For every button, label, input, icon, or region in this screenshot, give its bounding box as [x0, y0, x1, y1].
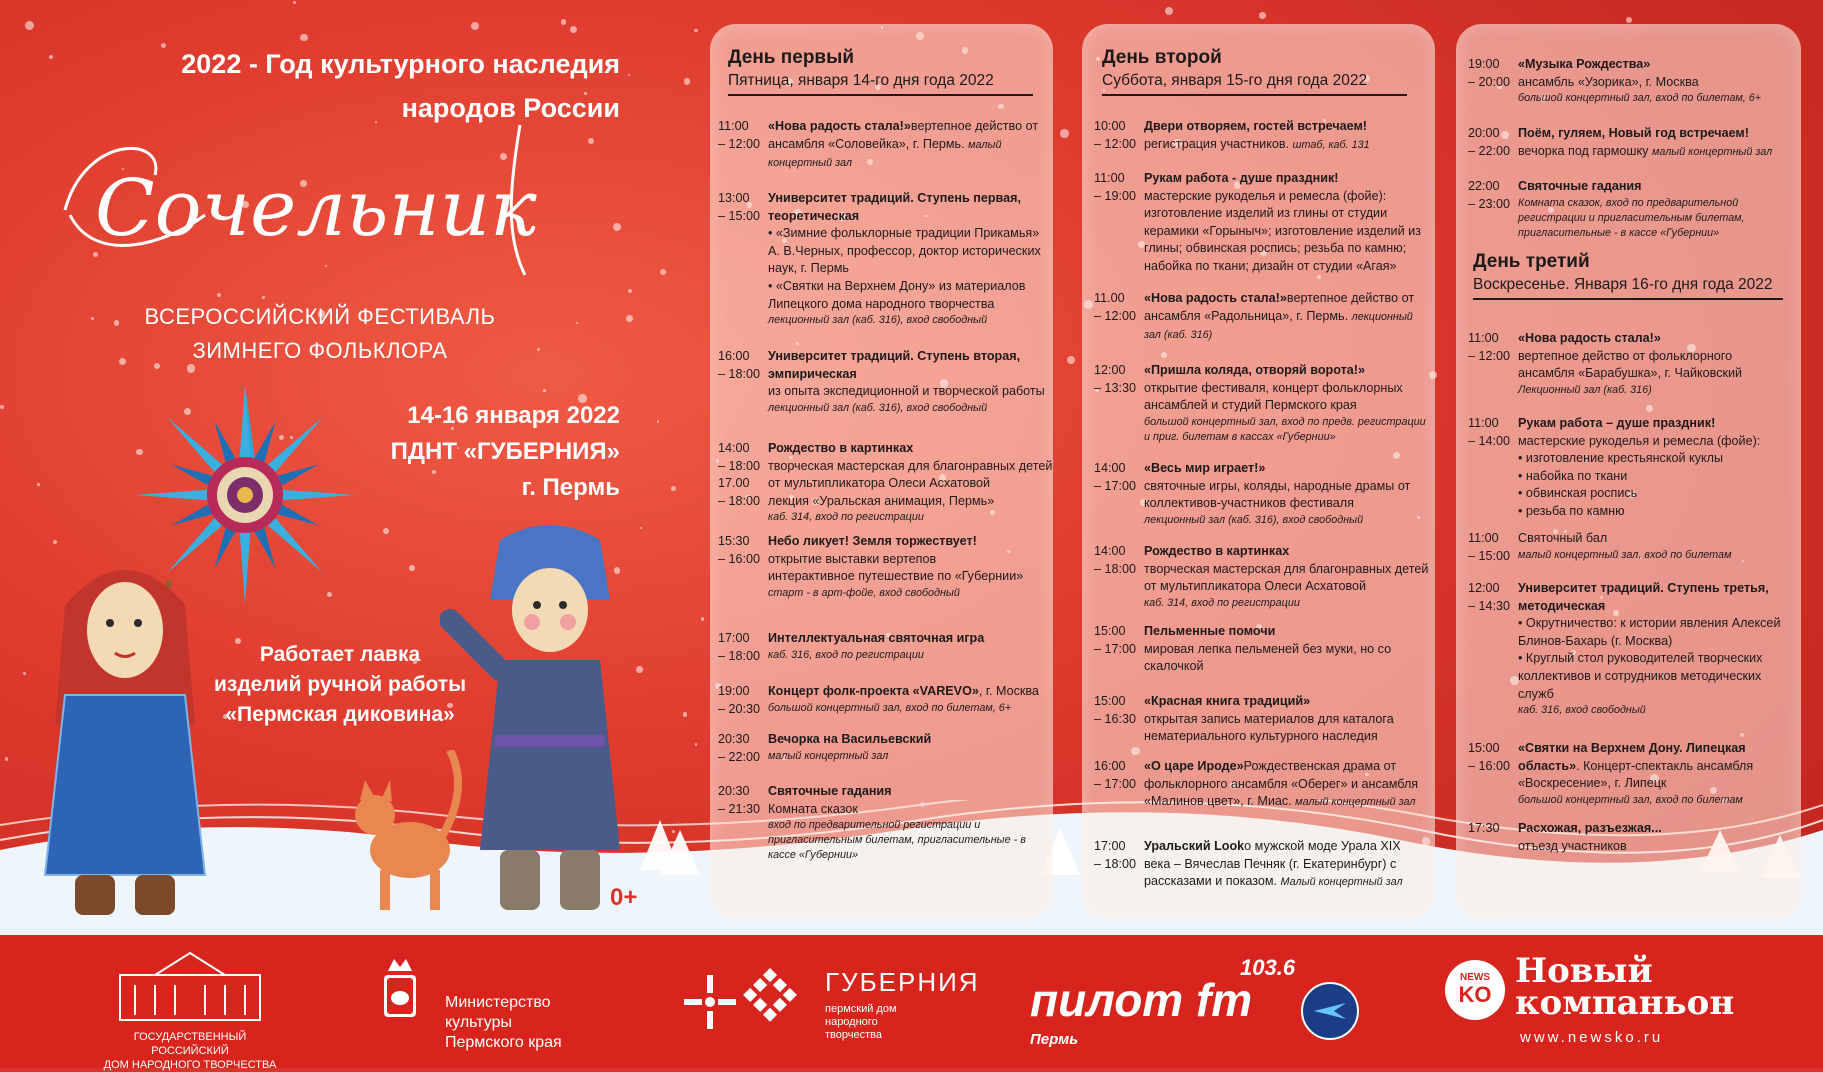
schedule-event	[1094, 693, 1430, 746]
schedule-event	[718, 440, 1054, 525]
pilot-fm-circle-icon	[1300, 981, 1360, 1041]
schedule-event	[1468, 580, 1788, 718]
logo-guberniya-line2: народного	[825, 1016, 878, 1028]
schedule-event	[718, 118, 1054, 173]
event-venue-note: Комната сказок, вход по предварительной регистрации и пригласительным билетам, пригласительные - в кассе «Губернии»	[1518, 196, 1745, 239]
snowflake	[694, 29, 698, 33]
star-ray	[255, 421, 276, 462]
cat-illustration	[340, 750, 480, 920]
event-time: 14:00 – 18:00 17.00 – 18:00	[718, 441, 761, 508]
event-venue-note: лекционный зал (каб. 316), вход свободный	[768, 314, 988, 327]
schedule-event	[1094, 758, 1430, 812]
event-venue-note: большой концертный зал, вход по билетам	[1518, 793, 1743, 806]
event-description: открытие выставки вертепов интерактивное путешествие по «Губернии»	[768, 551, 1024, 584]
star-ray	[214, 421, 235, 462]
event-description: творческая мастерская для благонравных детей от мультипликатора Олеси Асхатовой лекция «Уральская анимация, Пермь»	[768, 458, 1053, 508]
festival-script-logo	[55, 115, 575, 285]
snowflake	[1165, 7, 1173, 15]
event-time: 15:00 – 17:00	[1094, 624, 1137, 656]
event-body	[768, 118, 1054, 173]
event-body	[1144, 838, 1430, 892]
event-description: вертепное действо от фольклорного ансамбля «Барабушка», г. Чайковский	[1518, 348, 1743, 381]
event-body	[1144, 623, 1430, 676]
schedule-event	[1094, 623, 1430, 676]
event-venue-note: вход по предварительной регистрации и пригласительным билетам, пригласительные - в кассе «Губернии»	[768, 819, 1026, 862]
event-time: 15:00 – 16:30	[1094, 694, 1137, 726]
event-title: Святочные гадания	[768, 784, 892, 798]
logo-ministry-line1: Министерство	[445, 994, 551, 1011]
newsko-badge-top: NEWS	[1460, 972, 1490, 983]
footer	[0, 935, 1823, 1071]
schedule-event	[1468, 125, 1788, 161]
snowflake	[588, 138, 594, 144]
event-title: Университет традиций. Ступень третья, методическая	[1518, 581, 1769, 613]
event-description: открытая запись материалов для каталога нематериального культурного наследия	[1144, 711, 1394, 744]
day-two-date: Суббота, января 15-го дня года 2022	[1102, 70, 1407, 96]
event-body	[1144, 758, 1430, 812]
schedule-event	[718, 348, 1054, 416]
event-time: 11:00 – 14:00	[1468, 416, 1511, 448]
schedule-event	[718, 731, 1054, 766]
event-time: 22:00 – 23:00	[1468, 179, 1511, 211]
event-time: 17:30	[1468, 821, 1500, 835]
event-body	[1144, 460, 1430, 528]
star-ray	[240, 533, 251, 605]
snowflake	[262, 296, 265, 299]
schedule-event	[1468, 56, 1788, 106]
event-venue-note: малый концертный зал, вход по билетам	[1518, 548, 1732, 561]
event-title: «Красная книга традиций»	[1144, 694, 1311, 708]
snowflake	[1259, 12, 1266, 19]
event-description: вертепное действо от ансамбля «Радольница», г. Пермь.	[1144, 291, 1415, 323]
event-description: святочные игры, коляды, народные драмы от коллективов-участников фестиваля	[1144, 478, 1411, 511]
logo-gos-dom-line1: ГОСУДАРСТВЕННЫЙ РОССИЙСКИЙ	[133, 1031, 247, 1057]
craft-shop-notice	[180, 640, 500, 730]
event-time: 11:00 – 12:00	[718, 119, 761, 151]
event-title: Небо ликует! Земля торжествует!	[768, 534, 977, 548]
age-rating: 0+	[610, 884, 638, 911]
snowflake	[49, 55, 53, 59]
event-description: отъезд участников	[1518, 838, 1627, 853]
festival-city: г. Пермь	[521, 474, 620, 501]
snowflake	[217, 293, 221, 297]
logo-ministry-line2: культуры	[445, 1014, 512, 1031]
event-title: Интеллектуальная святочная игра	[768, 631, 985, 645]
event-body	[768, 348, 1054, 416]
event-body	[1144, 543, 1430, 611]
event-time: 19:00 – 20:00	[1468, 57, 1511, 89]
event-venue-note: малый концертный зал	[1651, 145, 1773, 158]
event-title: Рождество в картинках	[768, 441, 914, 455]
event-description: • Окрутничество: к истории явления Алексей Блинов-Бахарь (г. Москва) • Круглый стол руководителей творческих коллективов и сотрудников методических служб	[1518, 616, 1781, 701]
event-title: Пельменные помочи	[1144, 624, 1276, 638]
day-three-name: День третий	[1473, 251, 1590, 272]
star-ray	[283, 490, 355, 501]
building-icon	[115, 945, 265, 1025]
festival-dates: 14-16 января 2022	[407, 402, 620, 429]
day-two-header	[1102, 46, 1407, 96]
snowflake	[37, 483, 40, 486]
event-venue-note: Малый концертный зал	[1280, 876, 1403, 889]
star-ray	[214, 528, 235, 569]
snowflake	[684, 78, 690, 84]
logo-gos-dom	[95, 945, 285, 1072]
culture-year-line1: 2022 - Год культурного наследия	[181, 49, 620, 79]
schedule-event	[718, 783, 1054, 863]
event-venue-note: малый концертный зал	[1295, 796, 1416, 809]
event-body	[1518, 740, 1788, 808]
event-title: Расхожая, разъезжая...	[1518, 821, 1662, 835]
event-time: 13:00 – 15:00	[718, 191, 761, 223]
logo-guberniya-name: ГУБЕРНИЯ	[825, 967, 980, 997]
event-description: мировая лепка пельменей без муки, но со скалочкой	[1144, 641, 1392, 674]
star-ray	[268, 518, 323, 573]
festival-name	[100, 300, 540, 368]
event-title: «Музыка Рождества»	[1518, 57, 1651, 71]
logo-guberniya-line1: пермский дом	[825, 1003, 897, 1015]
logo-pilot-fm-city: Пермь	[1030, 1031, 1079, 1048]
event-title: Святочные гадания	[1518, 179, 1642, 193]
event-time: 11:00 – 12:00	[1468, 331, 1511, 363]
event-description: мастерские рукоделья и ремесла (фойе): изготовление изделий из глины от студии керамики «Горыныч»; изготовление изделий из глины; обвинская роспись; резьба по камню; набойка по ткани; дизайн от студии «Агая»	[1144, 188, 1421, 273]
event-description: из опыта экспедиционной и творческой работы	[768, 384, 1045, 399]
event-body	[1144, 693, 1430, 746]
star-ray	[171, 505, 212, 526]
event-time: 16:00 – 17:00	[1094, 759, 1137, 791]
event-title-suffix: , г. Москва	[978, 684, 1039, 698]
event-body	[1518, 530, 1788, 565]
event-time: 11.00 – 12:00	[1094, 291, 1137, 323]
schedule-event	[718, 190, 1054, 328]
event-body	[1144, 170, 1430, 276]
logo-guberniya-line3: творчества	[825, 1029, 882, 1041]
event-description: вечорка под гармошку	[1518, 143, 1649, 158]
star-ray	[135, 490, 207, 501]
event-time: 20:00 – 22:00	[1468, 126, 1511, 158]
snowflake	[701, 617, 705, 621]
snowflake	[293, 1, 296, 4]
schedule-event	[1468, 330, 1788, 398]
schedule-event	[1468, 178, 1788, 241]
day-three-date: Воскресенье. Января 16-го дня года 2022	[1473, 274, 1783, 300]
schedule-event	[1094, 290, 1430, 345]
event-venue-note: лекционный зал (каб. 316), вход свободный	[1144, 513, 1364, 526]
event-body	[1518, 56, 1788, 106]
schedule-event	[1468, 530, 1788, 565]
event-body	[768, 783, 1054, 863]
logo-ministry-line3: Пермского края	[445, 1034, 562, 1051]
newsko-badge-bottom: KO	[1458, 982, 1492, 1007]
event-venue-note: малый концертный зал	[768, 138, 1002, 170]
festival-name-line1: ВСЕРОССИЙСКИЙ ФЕСТИВАЛЬ	[144, 304, 496, 329]
event-venue-note: малый концертный зал	[768, 749, 889, 762]
craft-shop-line1: Работает лавка	[259, 643, 421, 666]
schedule-event	[1094, 362, 1430, 445]
newsko-badge-icon	[1445, 960, 1505, 1020]
star-ray	[255, 528, 276, 569]
event-time: 20:30 – 22:00	[718, 732, 761, 764]
event-body	[1144, 118, 1430, 154]
event-time: 12:00 – 13:30	[1094, 363, 1137, 395]
event-description: открытие фестиваля, концерт фольклорных ансамблей и студий Пермского края	[1144, 380, 1403, 413]
event-title: Двери отворяем, гостей встречаем!	[1144, 119, 1367, 133]
event-time: 14:00 – 18:00	[1094, 544, 1137, 576]
schedule-event	[1468, 820, 1788, 855]
logo-guberniya	[680, 967, 980, 1047]
snowflake	[409, 565, 414, 570]
event-title: Концерт фолк-проекта «VAREVO»	[768, 684, 979, 698]
event-venue-note: каб. 314, вход по регистрации	[1144, 596, 1300, 609]
logo-pilot-fm-name: пилот fm	[1030, 974, 1253, 1026]
event-body	[1518, 820, 1788, 855]
event-description: Святочный бал	[1518, 531, 1608, 545]
festival-name-line2: ЗИМНЕГО ФОЛЬКЛОРА	[192, 338, 448, 363]
event-time: 17:00 – 18:00	[718, 631, 761, 663]
event-body	[768, 440, 1054, 525]
event-body	[768, 190, 1054, 328]
event-time: 11:00 – 15:00	[1468, 531, 1511, 563]
schedule-event	[718, 683, 1054, 718]
event-title: «О царе Ироде»	[1144, 759, 1244, 773]
culture-year-line2: народов России	[401, 93, 620, 123]
event-body	[768, 683, 1054, 718]
event-time: 16:00 – 18:00	[718, 349, 761, 381]
event-title: Университет традиций. Ступень первая, теоретическая	[768, 191, 1021, 223]
event-title: Рукам работа - душе праздник!	[1144, 171, 1339, 185]
event-description: творческая мастерская для благонравных детей от мультипликатора Олеси Асхатовой	[1144, 561, 1429, 594]
event-body	[1518, 415, 1788, 521]
logo-pilot-fm-frequency: 103.6	[1240, 955, 1296, 980]
event-description: мастерские рукоделья и ремесла (фойе): • изготовление крестьянской куклы • набойка по ткани • обвинская роспись • резьба по камню	[1518, 433, 1761, 518]
star-ray	[167, 417, 222, 472]
schedule-event	[1094, 170, 1430, 276]
event-venue-note: лекционный зал (каб. 316)	[1144, 310, 1413, 342]
event-body	[768, 731, 1054, 766]
logo-novy-kompanyon-url: www.newsko.ru	[1520, 1029, 1664, 1046]
event-time: 11:00 – 19:00	[1094, 171, 1137, 203]
star-ray	[278, 464, 319, 485]
logo-novy-kompanyon	[1445, 951, 1785, 1055]
event-body	[1518, 125, 1788, 161]
guberniya-snowflake-icon	[680, 967, 810, 1037]
schedule-event	[1094, 118, 1430, 154]
event-title: «Весь мир играет!»	[1144, 461, 1266, 475]
event-description: о мужской моде Урала XIX века – Вячеслав Печняк (г. Екатеринбург) с рассказами и показом.	[1144, 839, 1401, 889]
event-venue-note: каб. 316, вход по регистрации	[768, 648, 924, 661]
event-time: 19:00 – 20:30	[718, 684, 761, 716]
event-title: Рождество в картинках	[1144, 544, 1290, 558]
event-venue-note: штаб, каб. 131	[1292, 138, 1370, 151]
event-venue-note: каб. 314, вход по регистрации	[768, 511, 924, 524]
event-time: 20:30 – 21:30	[718, 784, 761, 816]
event-title: «Нова радость стала!»	[768, 119, 911, 133]
event-title: Поём, гуляем, Новый год встречаем!	[1518, 126, 1749, 140]
event-body	[768, 533, 1054, 601]
event-body	[1518, 330, 1788, 398]
event-title: «Пришла коляда, отворяй ворота!»	[1144, 363, 1365, 377]
snowflake	[683, 712, 688, 717]
event-title: «Святки на Верхнем Дону. Липецкая область»	[1518, 741, 1746, 773]
day-two-name: День второй	[1102, 47, 1222, 68]
snowflake	[628, 289, 632, 293]
event-time: 14:00 – 17:00	[1094, 461, 1137, 493]
snowflake	[1060, 129, 1069, 138]
event-venue-note: старт - в арт-фойе, вход свободный	[768, 586, 960, 599]
script-title-text: Сочельник	[95, 164, 537, 254]
event-time: 15:00 – 16:00	[1468, 741, 1511, 773]
event-description: Комната сказок	[768, 801, 858, 816]
schedule-event	[1468, 415, 1788, 521]
snowflake	[570, 26, 577, 33]
event-body	[1144, 290, 1430, 345]
schedule-event	[1094, 543, 1430, 611]
day-one-name: День первый	[728, 47, 855, 68]
craft-shop-line2: изделий ручной работы	[213, 673, 467, 696]
festival-venue: ПДНТ «ГУБЕРНИЯ»	[390, 438, 620, 465]
logo-gos-dom-line2: ДОМ НАРОДНОГО ТВОРЧЕСТВА	[103, 1059, 277, 1071]
day-three-header	[1473, 250, 1783, 300]
event-body	[1518, 178, 1788, 241]
event-venue-note: Лекционный зал (каб. 316)	[1518, 383, 1652, 396]
event-time: 10:00 – 12:00	[1094, 119, 1137, 151]
event-title: Рукам работа – душе праздник!	[1518, 416, 1716, 430]
schedule-event	[718, 533, 1054, 601]
star-ray	[171, 464, 212, 485]
snowflake	[657, 420, 659, 422]
star-ray	[268, 417, 323, 472]
snowflake	[23, 672, 26, 675]
event-time: 12:00 – 14:30	[1468, 581, 1511, 613]
schedule-event	[1094, 838, 1430, 892]
event-time: 15:30 – 16:00	[718, 534, 761, 566]
event-description: вертепное действо от ансамбля «Соловейка», г. Пермь.	[768, 119, 1039, 151]
event-venue-note: лекционный зал (каб. 316), вход свободный	[768, 401, 988, 414]
schedule-event	[1468, 740, 1788, 808]
event-venue-note: большой концертный зал, вход по предв. регистрации и приг. билетам в кассах «Губернии»	[1144, 415, 1426, 443]
event-title: «Нова радость стала!»	[1518, 331, 1661, 345]
star-ray	[278, 505, 319, 526]
logo-novy-kompanyon-line1: Новый	[1515, 951, 1653, 991]
schedule-event	[1094, 460, 1430, 528]
logo-novy-kompanyon-line2: компаньон	[1515, 983, 1735, 1023]
event-description: регистрация участников.	[1144, 136, 1290, 151]
event-title: Уральский Look	[1144, 839, 1245, 853]
event-body	[1518, 580, 1788, 718]
perm-crest-icon	[380, 953, 420, 1043]
event-body	[768, 630, 1054, 665]
schedule-event	[718, 630, 1054, 665]
event-description: . Концерт-спектакль ансамбля «Воскресение», г. Липецк	[1518, 758, 1754, 791]
snowflake	[543, 389, 546, 392]
event-title: «Нова радость стала!»	[1144, 291, 1287, 305]
girl-illustration	[35, 545, 215, 920]
event-title: Вечорка на Васильевский	[768, 732, 932, 746]
event-description: • «Зимние фольклорные традиции Прикамья» А. В.Черных, профессор, доктор исторических наук, г. Пермь • «Святки на Верхнем Дону» из материалов Липецкого дома народного творчества	[768, 226, 1041, 311]
craft-shop-line3: «Пермская диковина»	[225, 703, 455, 726]
event-venue-note: большой концертный зал, вход по билетам, 6+	[1518, 92, 1762, 105]
day-one-header	[728, 46, 1033, 96]
event-venue-note: каб. 316, вход свободный	[1518, 704, 1646, 717]
day-one-date: Пятница, января 14-го дня года 2022	[728, 70, 1033, 96]
event-venue-note: большой концертный зал, вход по билетам, 6+	[768, 701, 1012, 714]
snowflake	[1067, 356, 1075, 364]
event-time: 17:00 – 18:00	[1094, 839, 1137, 871]
event-description: Рождественская драма от фольклорного ансамбля «Оберег» и ансамбля «Малинов цвет», г. Миас.	[1144, 759, 1419, 809]
event-description: ансамбль «Узорика», г. Москва	[1518, 74, 1699, 89]
logo-pilot-fm	[1030, 953, 1330, 1053]
event-title: Университет традиций. Ступень вторая, эмпирическая	[768, 349, 1021, 381]
event-body	[1144, 362, 1430, 445]
